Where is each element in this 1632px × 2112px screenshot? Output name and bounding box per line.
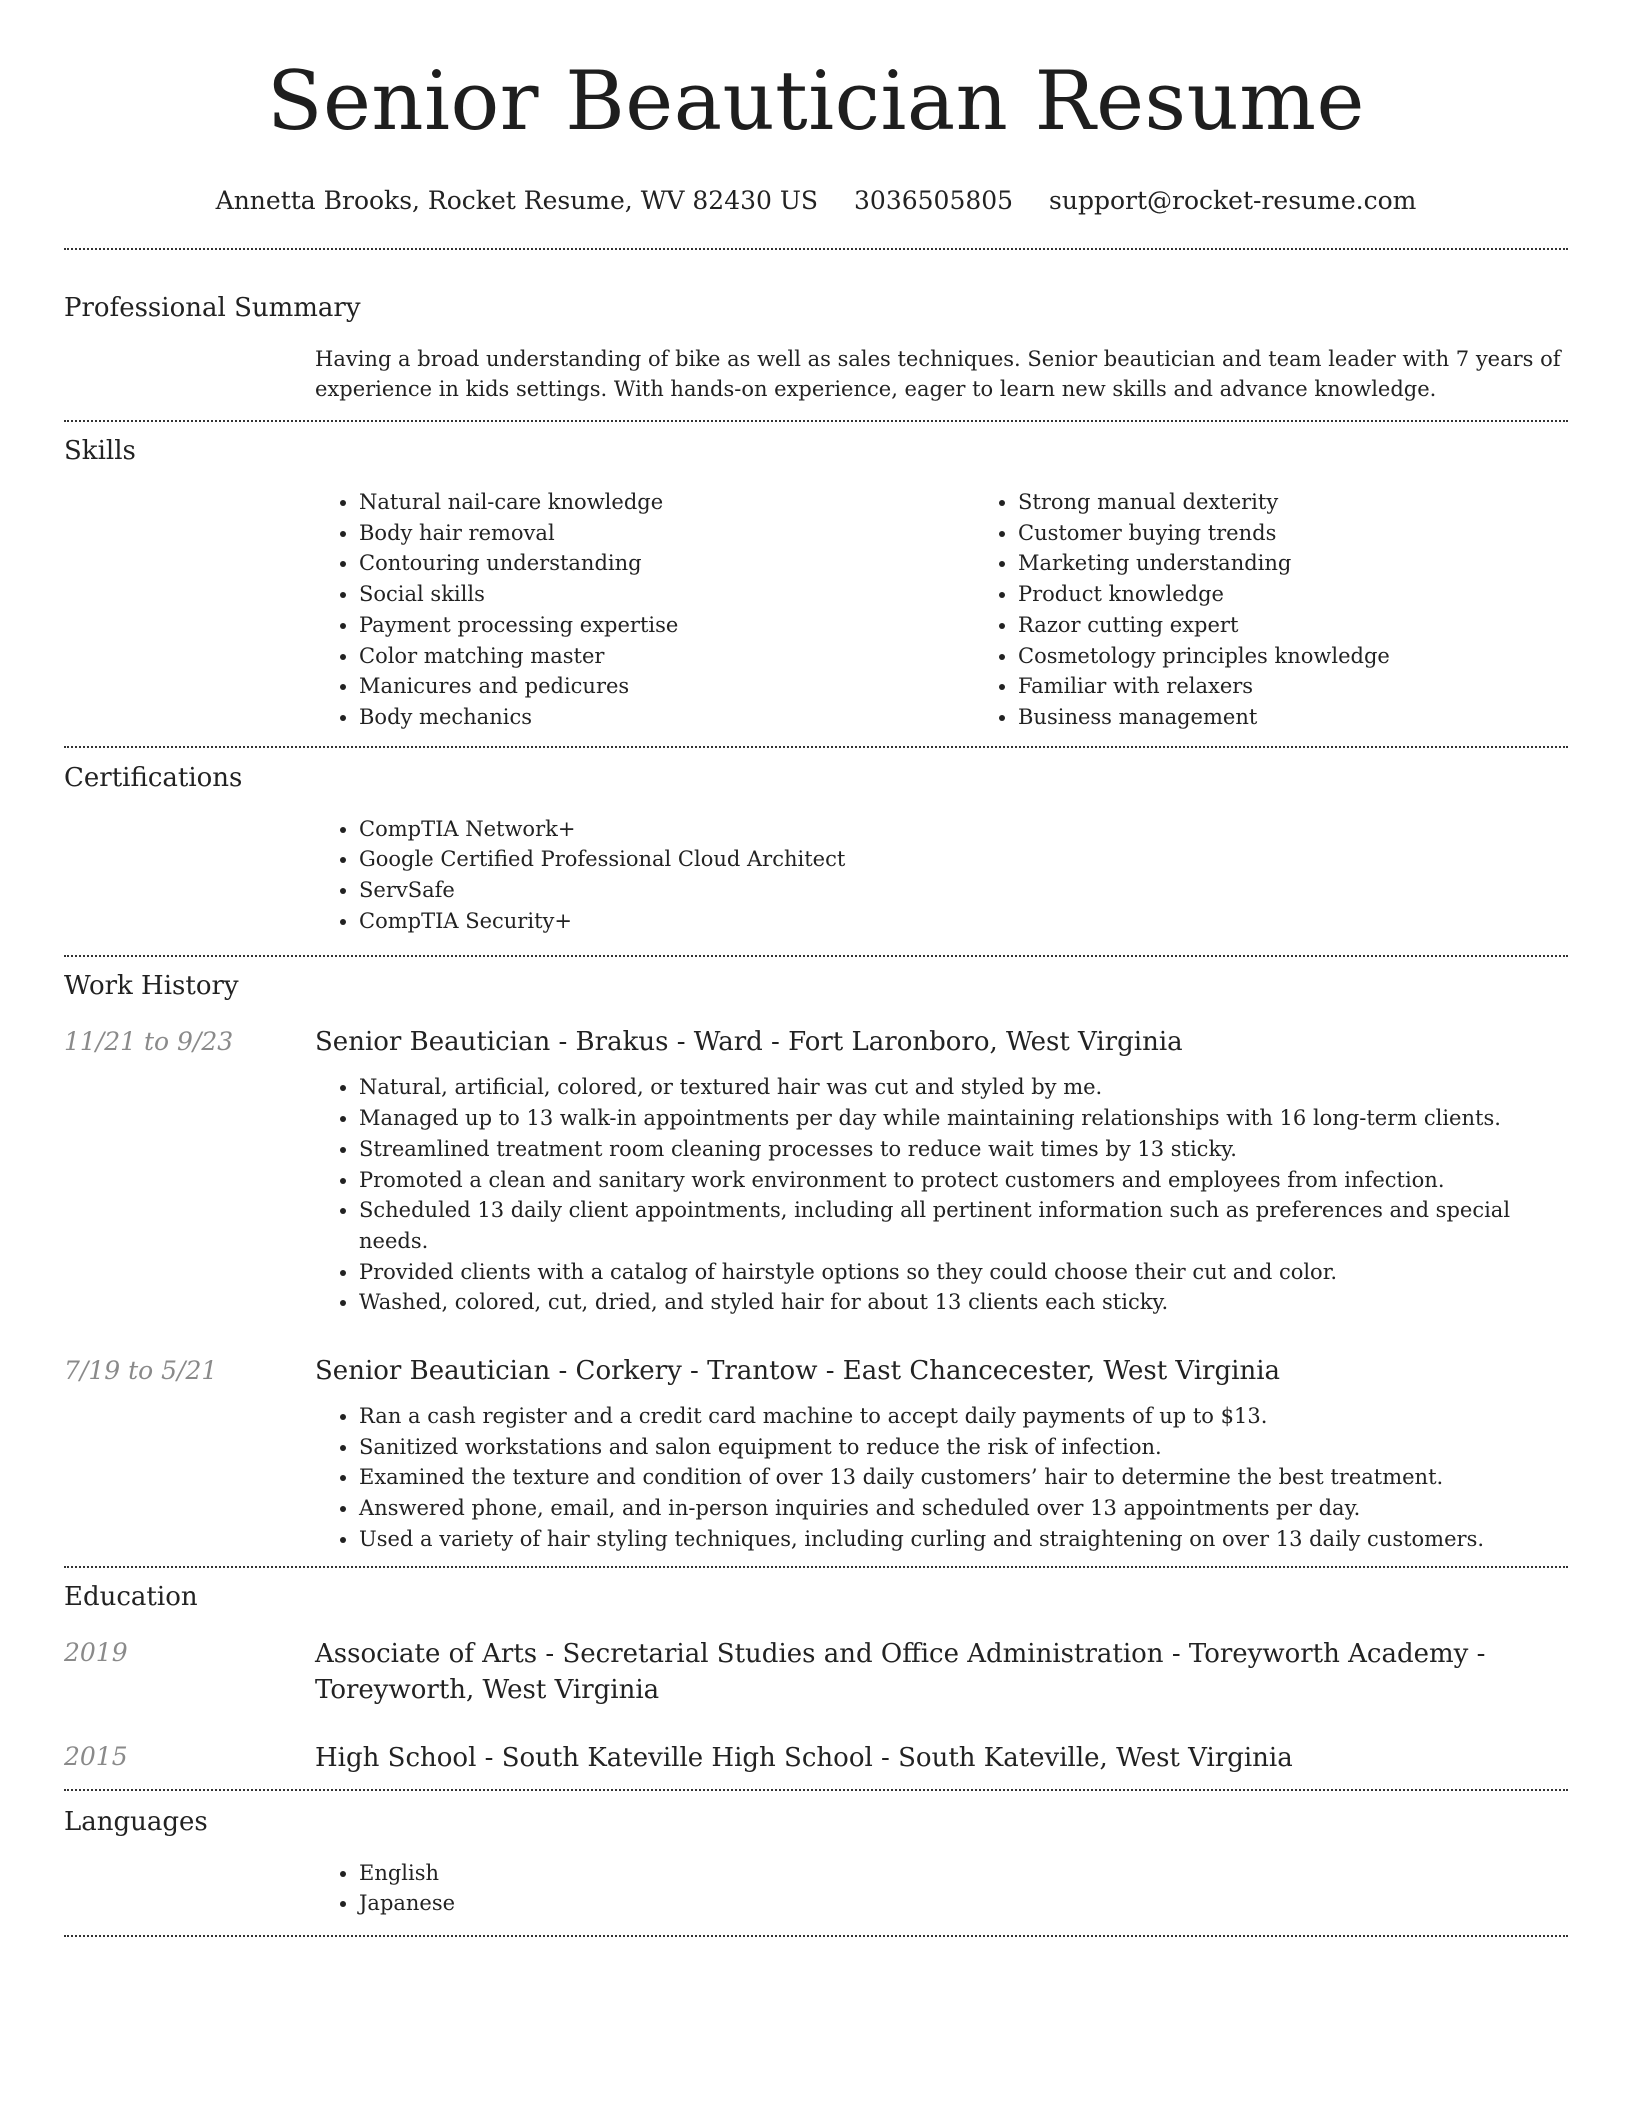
list-item: • Body hair removal: [359, 518, 974, 549]
summary-section: [64, 250, 1568, 420]
section-heading-summary: Professional Summary: [64, 293, 361, 323]
work-history-section: [64, 957, 1568, 1565]
divider: [64, 1935, 1568, 1937]
skills-list-right: [974, 487, 1390, 733]
list-item: • Strong manual dexterity: [1018, 487, 1390, 518]
list-item: • Color matching master: [359, 641, 974, 672]
summary-text: Having a broad understanding of bike as well as sales techniques. Senior beautician and team leader with 7 years of experience in kids settings. With hands-on experience, eager to learn new skills and advance knowledge.: [315, 347, 1561, 401]
list-item: • Answered phone, email, and in-person inquiries and scheduled over 13 appointments per day.: [359, 1493, 1568, 1524]
section-heading-certifications: Certifications: [64, 762, 243, 793]
list-item: • Managed up to 13 walk-in appointments per day while maintaining relationships with 16 long-term clients.: [359, 1103, 1568, 1134]
list-item: • Product knowledge: [1018, 579, 1390, 610]
section-heading-work-history: Work History: [64, 971, 239, 1002]
list-item: • Familiar with relaxers: [1018, 671, 1390, 702]
list-item: • Japanese: [359, 1888, 1568, 1919]
list-item: • Google Certified Professional Cloud Architect: [359, 844, 1568, 875]
skills-section: [64, 422, 1568, 746]
education-title: High School - South Kateville High School - South Kateville, West Virginia: [315, 1742, 1293, 1773]
list-item: • Examined the texture and condition of over 13 daily customers’ hair to determine the best treatment.: [359, 1462, 1568, 1493]
job-entry: [64, 1025, 1568, 1318]
contact-email: support@rocket-resume.com: [1049, 186, 1417, 215]
list-item: • Business management: [1018, 702, 1390, 733]
skills-list-left: [315, 487, 974, 733]
list-item: • Washed, colored, cut, dried, and styled hair for about 13 clients each sticky.: [359, 1287, 1568, 1318]
job-bullets: [315, 1072, 1568, 1318]
job-dates: 7/19 to 5/21: [64, 1356, 218, 1386]
list-item: • Body mechanics: [359, 702, 974, 733]
education-year: 2015: [64, 1741, 128, 1771]
list-item: • Promoted a clean and sanitary work environment to protect customers and employees from infection.: [359, 1165, 1568, 1196]
languages-section: [64, 1791, 1568, 1935]
languages-list: [315, 1858, 1568, 1919]
job-bullets: [315, 1401, 1568, 1555]
list-item: • Razor cutting expert: [1018, 610, 1390, 641]
list-item: • Scheduled 13 daily client appointments, including all pertinent information such as preferences and special needs.: [359, 1195, 1568, 1256]
job-title: Senior Beautician - Corkery - Trantow - East Chancecester, West Virginia: [315, 1356, 1281, 1387]
list-item: • CompTIA Security+: [359, 906, 1568, 937]
job-title: Senior Beautician - Brakus - Ward - Fort Laronboro, West Virginia: [315, 1027, 1183, 1058]
list-item: • Streamlined treatment room cleaning processes to reduce wait times by 13 sticky.: [359, 1134, 1568, 1165]
list-item: • Sanitized workstations and salon equipment to reduce the risk of infection.: [359, 1432, 1568, 1463]
page-title: Senior Beautician Resume: [267, 55, 1365, 149]
list-item: • Marketing understanding: [1018, 548, 1390, 579]
list-item: • Natural, artificial, colored, or textured hair was cut and styled by me.: [359, 1072, 1568, 1103]
contact-phone: 3036505805: [854, 186, 1014, 215]
education-year: 2019: [64, 1637, 128, 1667]
list-item: • Natural nail-care knowledge: [359, 487, 974, 518]
list-item: • Used a variety of hair styling techniques, including curling and straightening on over 13 daily customers.: [359, 1524, 1568, 1555]
education-title: Associate of Arts - Secretarial Studies and Office Administration - Toreyworth Academy - Toreyworth, West Virginia: [315, 1638, 1486, 1705]
section-heading-education: Education: [64, 1581, 198, 1612]
section-heading-skills: Skills: [64, 436, 136, 466]
list-item: • Cosmetology principles knowledge: [1018, 641, 1390, 672]
list-item: • Manicures and pedicures: [359, 671, 974, 702]
job-entry: [64, 1354, 1568, 1555]
contact-address: Annetta Brooks, Rocket Resume, WV 82430 US: [215, 186, 819, 215]
contact-line: [64, 184, 1568, 218]
list-item: • Social skills: [359, 579, 974, 610]
list-item: • Ran a cash register and a credit card machine to accept daily payments of up to $13.: [359, 1401, 1568, 1432]
list-item: • CompTIA Network+: [359, 814, 1568, 845]
list-item: • ServSafe: [359, 875, 1568, 906]
job-dates: 11/21 to 9/23: [64, 1027, 234, 1057]
section-heading-languages: Languages: [64, 1806, 208, 1837]
list-item: • Payment processing expertise: [359, 610, 974, 641]
list-item: • Contouring understanding: [359, 548, 974, 579]
list-item: • Customer buying trends: [1018, 518, 1390, 549]
list-item: • English: [359, 1858, 1568, 1889]
list-item: • Provided clients with a catalog of hairstyle options so they could choose their cut and color.: [359, 1257, 1568, 1288]
certifications-section: [64, 748, 1568, 956]
certifications-list: [315, 814, 1568, 937]
education-entry: [64, 1740, 1568, 1776]
education-entry: [64, 1636, 1568, 1708]
education-section: [64, 1568, 1568, 1789]
